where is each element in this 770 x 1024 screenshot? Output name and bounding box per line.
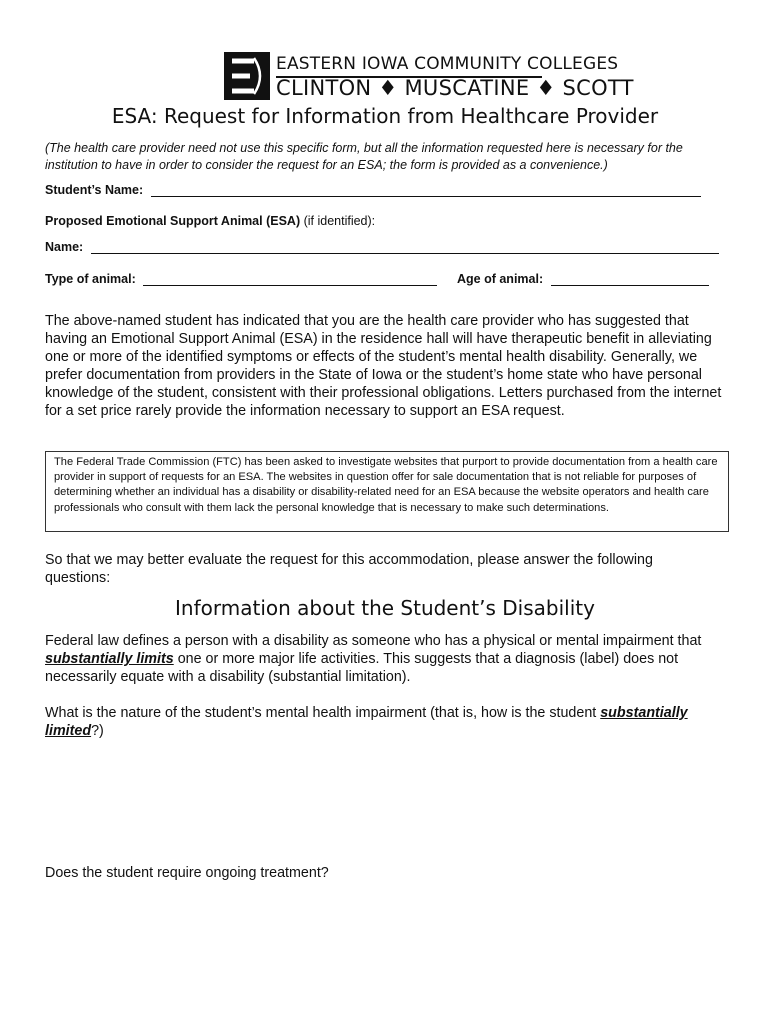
body-paragraph: The above-named student has indicated that you are the health care provider who has suggested that having an Emotional Support Animal (ESA) in the residence hall will have therapeutic benefit in alleviating one or more of the identified symptoms or effects of the student’s mental health disability. Generally, we prefer documentation from providers in the State of Iowa or the student’s home state who have personal knowledge of the student, consistent with their professional obligations. Letters purchased from the internet for a set price rarely provide the information necessary to support an ESA request. — [45, 313, 722, 419]
student-name-row — [45, 183, 701, 197]
animal-age-label: Age of animal: — [457, 272, 544, 286]
law-text-1: Federal law defines a person with a disability as someone who has a physical or mental impairment that — [45, 633, 702, 649]
proposed-esa-suffix: (if identified): — [300, 214, 376, 228]
college-logo-mark — [224, 52, 270, 100]
college-logo — [224, 52, 634, 102]
question-ongoing-treatment: Does the student require ongoing treatment? — [45, 865, 329, 881]
animal-age-field[interactable] — [551, 273, 709, 286]
proposed-esa-label: Proposed Emotional Support Animal (ESA) — [45, 214, 301, 228]
college-campuses: CLINTON ♦ MUSCATINE ♦ SCOTT — [276, 76, 634, 100]
esa-name-row — [45, 240, 719, 254]
page-title: ESA: Request for Information from Healthcare Provider — [111, 104, 659, 128]
law-text-2: one or more major life activities. This suggests that a diagnosis (label) does not necessarily equate with a disability (substantial limitation). — [45, 651, 679, 685]
student-name-label: Student’s Name: — [45, 183, 144, 197]
animal-type-row — [45, 272, 437, 286]
section-title: Information about the Student’s Disability — [175, 596, 595, 620]
intro-note: (The health care provider need not use this specific form, but all the information requested here is necessary for the institution to have in order to consider the request for an ESA; the form is provided as a convenience.) — [45, 141, 683, 172]
law-paragraph — [45, 632, 735, 686]
question1-text-2: ?) — [91, 723, 104, 739]
animal-type-label: Type of animal: — [45, 272, 136, 286]
evaluate-text: So that we may better evaluate the request for this accommodation, please answer the following questions: — [45, 552, 653, 586]
animal-type-field[interactable] — [143, 273, 437, 286]
question-impairment — [45, 704, 735, 740]
animal-age-row — [457, 272, 709, 286]
proposed-esa-heading — [45, 214, 375, 228]
ftc-notice-box: The Federal Trade Commission (FTC) has been asked to investigate websites that purport to provide documentation from a health care provider in support of requests for an ESA. The websites in question offer for sale documentation that is not reliable for purposes of determining whether an individual has a disability or disability-related need for an ESA because the website operators and health care professionals who consult with them lack the personal knowledge that is necessary to make such determinations. — [45, 451, 729, 532]
esa-name-label: Name: — [45, 240, 84, 254]
college-name: EASTERN IOWA COMMUNITY COLLEGES — [276, 54, 619, 74]
student-name-field[interactable] — [151, 184, 701, 197]
question1-text-1: What is the nature of the student’s mental health impairment (that is, how is the student — [45, 705, 601, 721]
law-emphasis: substantially limits — [45, 651, 174, 667]
question1-emphasis: substantially limited — [45, 705, 688, 739]
esa-name-field[interactable] — [91, 241, 719, 254]
